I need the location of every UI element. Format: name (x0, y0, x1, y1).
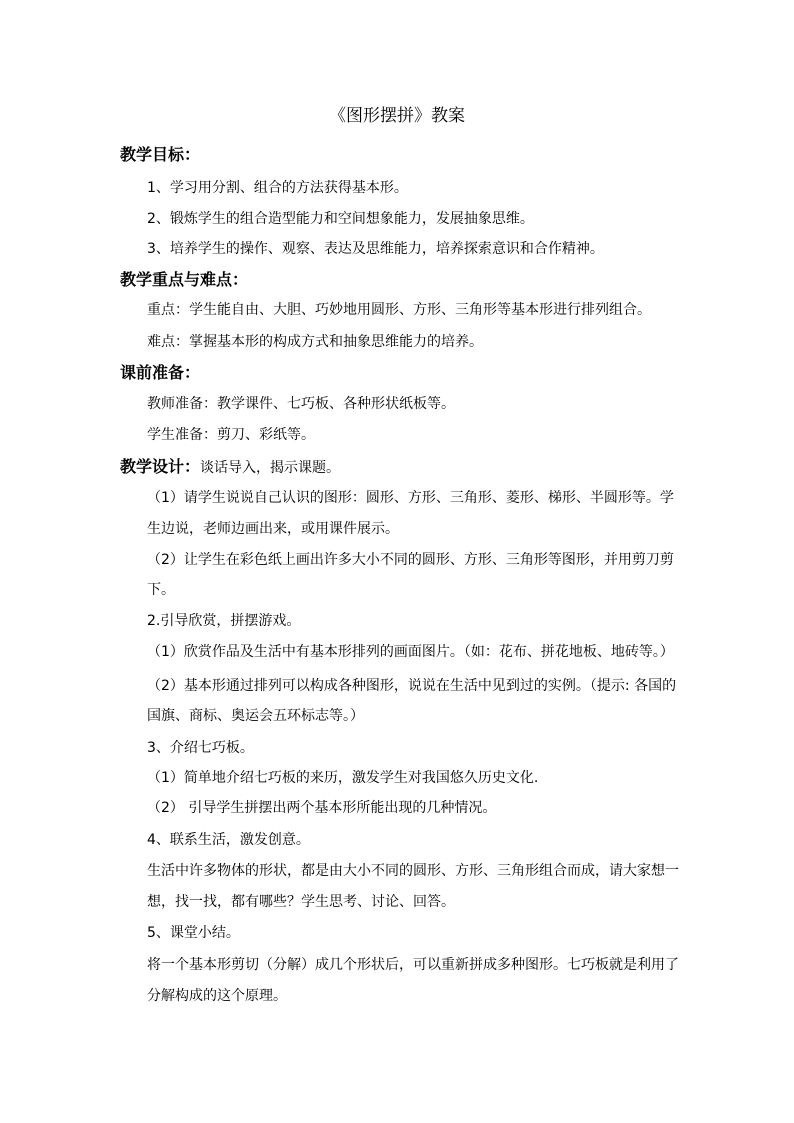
design-line: 2.引导欣赏，拼摆游戏。 (147, 613, 301, 629)
design-line: 分解构成的这个原理。 (147, 988, 287, 1004)
design-line: 3、介绍七巧板。 (147, 740, 254, 756)
design-line: （1）欣赏作品及生活中有基本形排列的画面图片。（如：花布、拼花地板、地砖等。） (147, 644, 674, 660)
key-point-item: 重点：学生能自由、大胆、巧妙地用圆形、方形、三角形等基本形进行排列组合。 (147, 302, 651, 318)
design-line: （2）基本形通过排列可以构成各种图形，说说在生活中见到过的实例。（提示: 各国的 (147, 678, 677, 694)
objective-item: 2、锻炼学生的组合造型能力和空间想象能力，发展抽象思维。 (147, 211, 534, 227)
design-line: （2） 引导学生拼摆出两个基本形所能出现的几种情况。 (147, 800, 497, 816)
preparation-item: 学生准备：剪刀、彩纸等。 (147, 427, 315, 443)
objective-item: 1、学习用分割、组合的方法获得基本形。 (147, 180, 408, 196)
design-heading: 教学设计： (120, 457, 201, 476)
key-point-item: 难点：掌握基本形的构成方式和抽象思维能力的培养。 (147, 334, 483, 350)
design-line: 4、联系生活，激发创意。 (147, 832, 310, 848)
design-line: 生边说，老师边画出来，或用课件展示。 (147, 521, 399, 537)
design-line: 想，找一找，都有哪些？学生思考、讨论、回答。 (147, 894, 455, 910)
preparation-item: 教师准备：教学课件、七巧板、各种形状纸板等。 (147, 396, 455, 412)
objectives-heading: 教学目标： (120, 145, 201, 164)
design-line: 下。 (147, 582, 175, 598)
objective-item: 3、培养学生的操作、观察、表达及思维能力，培养探索意识和合作精神。 (147, 241, 604, 257)
design-line: （2）让学生在彩色纸上画出许多大小不同的圆形、方形、三角形等图形，并用剪刀剪 (147, 552, 674, 568)
design-line: （1）请学生说说自己认识的图形：圆形、方形、三角形、菱形、梯形、半圆形等。学 (147, 490, 674, 506)
design-line: 将一个基本形剪切（分解）成几个形状后，可以重新拼成多种图形。七巧板就是利用了 (147, 957, 679, 973)
document-title: 《图形摆拼》教案 (329, 106, 465, 126)
design-intro: 谈话导入，揭示课题。 (200, 460, 341, 476)
design-line: 生活中许多物体的形状，都是由大小不同的圆形、方形、三角形组合而成，请大家想一 (147, 863, 679, 879)
preparation-heading: 课前准备： (120, 363, 201, 382)
design-line: （1）简单地介绍七巧板的来历，激发学生对我国悠久历史文化. (147, 770, 539, 786)
design-heading-row (120, 455, 340, 480)
key-points-heading: 教学重点与难点： (120, 270, 249, 289)
design-line: 5、课堂小结。 (147, 925, 240, 941)
design-line: 国旗、商标、奥运会五环标志等。） (147, 708, 364, 724)
